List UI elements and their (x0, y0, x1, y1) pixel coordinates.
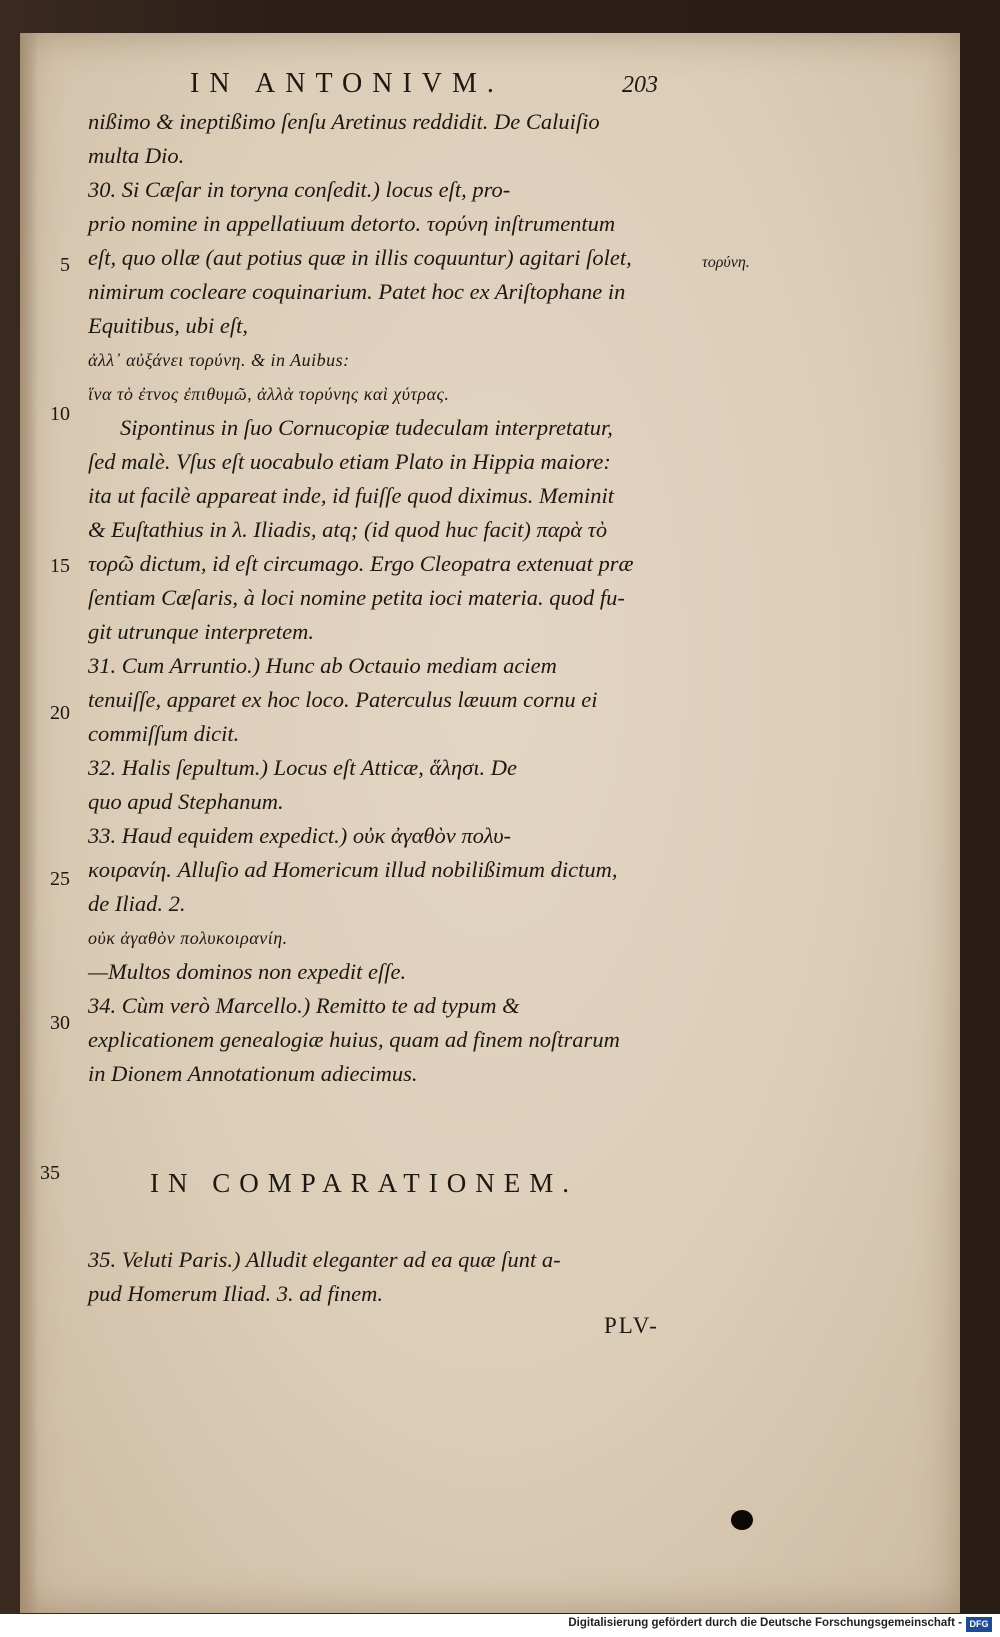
text-line: multa Dio. (88, 143, 185, 168)
page-gutter-shadow (20, 33, 38, 1613)
note-33-lemma: 33. Haud equidem expedict.) οὐκ ἀγαθὸν πολυ- (88, 823, 512, 848)
text-line: de Iliad. 2. (88, 891, 186, 916)
text-line: κοιρανίη. Alluſio ad Homericum illud nobilißimum dictum, (88, 857, 618, 882)
note-32-lemma: 32. Halis ſepultum.) Locus eſt Atticæ, ἅλησι. De (88, 755, 517, 780)
line-number-30: 30 (50, 1012, 70, 1034)
greek-quotation: ἵνα τὸ ἐτνος ἐπιθυμῶ, ἀλλὰ τορύνης καὶ χύτρας. (88, 384, 450, 404)
line-number-25: 25 (50, 868, 70, 890)
text-line: ita ut facilè appareat inde, id fuiſſe quod diximus. Meminit (88, 483, 614, 508)
text-line: pud Homerum Iliad. 3. ad finem. (88, 1281, 383, 1306)
ink-blot (731, 1510, 753, 1530)
line-number-35: 35 (40, 1162, 60, 1184)
note-34-lemma: 34. Cùm verò Marcello.) Remitto te ad typum & (88, 993, 520, 1018)
text-line: prio nomine in appellatiuum detorto. τορύνη inſtrumentum (88, 211, 616, 236)
latin-verse: —Multos dominos non expedit eſſe. (88, 959, 407, 984)
note-30-lemma: 30. Si Cæſar in toryna conſedit.) locus eſt, pro- (88, 177, 511, 202)
digitization-footer (0, 1614, 1000, 1637)
text-line: τορῶ dictum, id eſt circumago. Ergo Cleopatra extenuat præ (88, 551, 634, 576)
greek-quotation: ἀλλ᾽ αὐξάνει τορύνη. & in Auibus: (88, 350, 350, 370)
text-line: eſt, quo ollæ (aut potius quæ in illis coquuntur) agitari ſolet, (88, 245, 632, 270)
text-line: explicationem genealogiæ huius, quam ad finem noſtrarum (88, 1027, 620, 1052)
text-line: & Euſtathius in λ. Iliadis, atq; (id quod huc facit) παρὰ τὸ (88, 517, 608, 542)
text-line: quo apud Stephanum. (88, 789, 284, 814)
catchword: PLV- (604, 1313, 659, 1338)
text-line: commiſſum dicit. (88, 721, 240, 746)
text-line: ſed malè. Vſus eſt uocabulo etiam Plato in Hippia maiore: (88, 449, 611, 474)
comparison-text (88, 1243, 693, 1311)
section-heading: IN COMPARATIONEM. (150, 1168, 579, 1198)
margin-note: τορύνη. (702, 254, 750, 271)
dfg-logo[interactable]: DFG (966, 1617, 992, 1632)
text-line: nißimo & ineptißimo ſenſu Aretinus reddidit. De Caluiſio (88, 109, 600, 134)
text-line: Equitibus, ubi eſt, (88, 313, 248, 338)
text-line: nimirum cocleare coquinarium. Patet hoc ex Ariſtophane in (88, 279, 626, 304)
footer-credit: Digitalisierung gefördert durch die Deutsche Forschungsgemeinschaft - (568, 1617, 962, 1629)
running-title: IN ANTONIVM. (190, 68, 504, 99)
greek-quotation: οὐκ ἀγαθὸν πολυκοιρανίη. (88, 928, 288, 948)
text-line: in Dionem Annotationum adiecimus. (88, 1061, 418, 1086)
text-line: tenuiſſe, apparet ex hoc loco. Paterculus læuum cornu ei (88, 687, 598, 712)
line-number-10: 10 (50, 403, 70, 425)
commentary-text (68, 105, 693, 1091)
text-line: git utrunque interpretem. (88, 619, 315, 644)
note-35-lemma: 35. Veluti Paris.) Alludit eleganter ad ea quæ ſunt a- (88, 1247, 561, 1272)
text-line: Sipontinus in ſuo Cornucopiæ tudeculam interpretatur, (120, 415, 613, 440)
page-number: 203 (622, 72, 658, 98)
line-number-20: 20 (50, 702, 70, 724)
line-number-15: 15 (50, 555, 70, 577)
text-line: ſentiam Cæſaris, à loci nomine petita ioci materia. quod fu- (88, 585, 625, 610)
note-31-lemma: 31. Cum Arruntio.) Hunc ab Octauio mediam aciem (88, 653, 557, 678)
line-number-5: 5 (60, 254, 70, 276)
